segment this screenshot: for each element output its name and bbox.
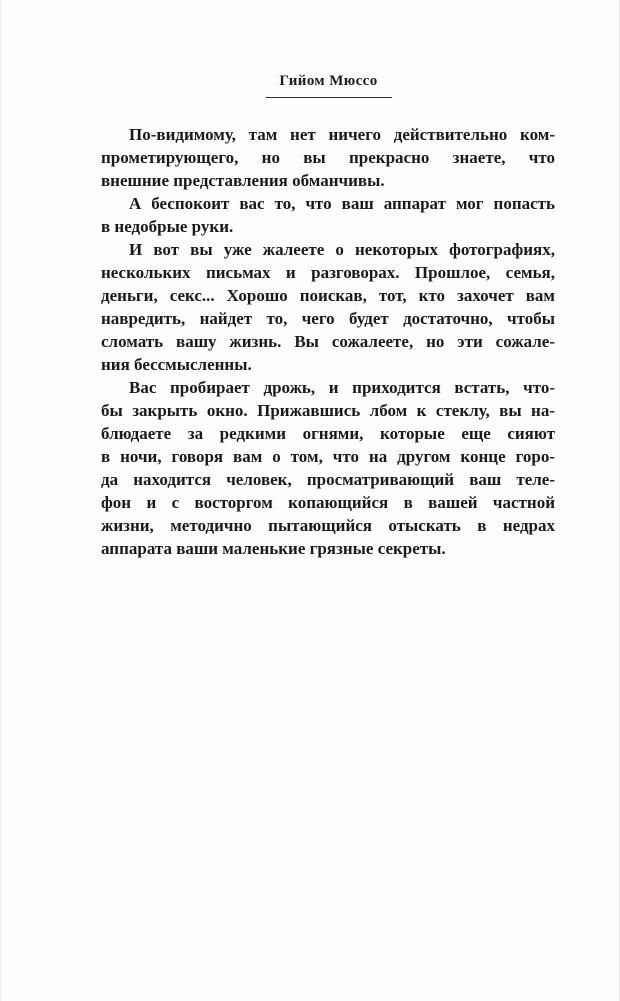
author-name: Гийом Мюссо bbox=[279, 73, 378, 89]
text-line: навредить, найдет то, чего будет достаточно, чтобы bbox=[101, 309, 555, 328]
paragraph bbox=[101, 238, 555, 376]
text-line: внешние представления обманчивы. bbox=[101, 171, 385, 190]
text-line: жизни, методично пытающийся отыскать в недрах bbox=[101, 516, 555, 535]
paragraph bbox=[101, 123, 555, 192]
text-line: Вас пробирает дрожь, и приходится встать, что- bbox=[129, 378, 555, 397]
text-line: ния бессмысленны. bbox=[101, 355, 252, 374]
text-line: прометирующего, но вы прекрасно знаете, что bbox=[101, 148, 555, 167]
text-line: нескольких письмах и разговорах. Прошлое, семья, bbox=[101, 263, 555, 282]
text-line: По-видимому, там нет ничего действительно ком- bbox=[129, 125, 555, 144]
text-line: А беспокоит вас то, что ваш аппарат мог попасть bbox=[129, 194, 555, 213]
text-line: фон и с восторгом копающийся в вашей частной bbox=[101, 493, 555, 512]
text-line: деньги, секс... Хорошо поискав, тот, кто захочет вам bbox=[101, 286, 555, 305]
text-line: бы закрыть окно. Прижавшись лбом к стеклу, вы на- bbox=[101, 401, 555, 420]
text-line: в недобрые руки. bbox=[101, 217, 234, 236]
text-line: в ночи, говоря вам о том, что на другом конце горо- bbox=[101, 447, 555, 466]
text-line: да находится человек, просматривающий ваш теле- bbox=[101, 470, 555, 489]
text-line: сломать вашу жизнь. Вы сожалеете, но эти сожале- bbox=[101, 332, 555, 351]
text-line: блюдаете за редкими огнями, которые еще сияют bbox=[101, 424, 555, 443]
header-rule bbox=[266, 97, 392, 98]
text-line: аппарата ваши маленькие грязные секреты. bbox=[101, 539, 446, 558]
running-header bbox=[101, 0, 556, 98]
paragraph bbox=[101, 376, 555, 560]
paragraph bbox=[101, 192, 555, 238]
page-body-text bbox=[101, 123, 555, 560]
text-line: И вот вы уже жалеете о некоторых фотографиях, bbox=[129, 240, 555, 259]
